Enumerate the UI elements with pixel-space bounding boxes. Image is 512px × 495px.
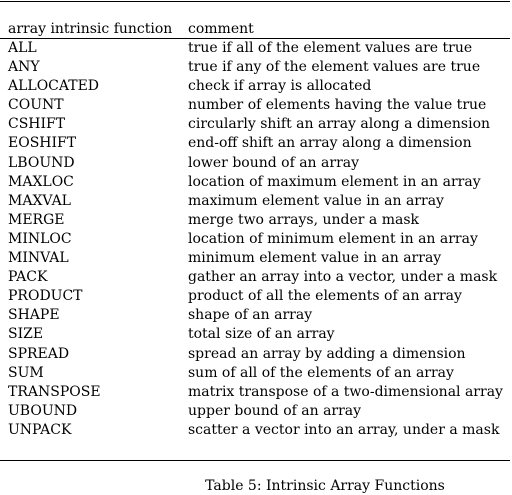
function-name: TRANSPOSE	[8, 383, 101, 400]
function-name: SHAPE	[8, 307, 60, 324]
function-comment: sum of all of the elements of an array	[188, 364, 454, 381]
function-name: ALLOCATED	[8, 78, 100, 95]
table-top-rule	[0, 1, 510, 2]
function-name: PRODUCT	[8, 288, 83, 305]
function-comment: number of elements having the value true	[188, 97, 487, 114]
function-name: MERGE	[8, 211, 65, 228]
function-comment: minimum element value in an array	[188, 250, 442, 267]
header-comment: comment	[188, 21, 254, 37]
function-comment: check if array is allocated	[188, 78, 372, 95]
table-caption: Table 5: Intrinsic Array Functions	[205, 478, 445, 494]
function-name: MINLOC	[8, 230, 72, 247]
table-header-rule	[0, 38, 510, 39]
table-row	[8, 230, 508, 249]
function-name: UBOUND	[8, 402, 78, 419]
table-row	[8, 421, 508, 440]
function-name: PACK	[8, 269, 48, 286]
table-row	[8, 192, 508, 211]
table-row	[8, 364, 508, 383]
function-name: CSHIFT	[8, 116, 66, 133]
table-row	[8, 211, 508, 230]
function-comment: location of minimum element in an array	[188, 230, 478, 247]
function-comment: matrix transpose of a two-dimensional array	[188, 383, 503, 400]
function-name: EOSHIFT	[8, 135, 77, 152]
function-comment: maximum element value in an array	[188, 192, 444, 209]
table-row	[8, 306, 508, 325]
table-row	[8, 115, 508, 134]
function-comment: upper bound of an array	[188, 402, 362, 419]
table-row	[8, 268, 508, 287]
table-row	[8, 402, 508, 421]
function-name: SUM	[8, 364, 44, 381]
table-bottom-rule	[0, 460, 510, 461]
function-comment: gather an array into a vector, under a mask	[188, 269, 498, 286]
function-name: COUNT	[8, 97, 64, 114]
table-row	[8, 154, 508, 173]
table-row	[8, 383, 508, 402]
function-name: SPREAD	[8, 345, 70, 362]
function-name: MINVAL	[8, 250, 69, 267]
table-row	[8, 96, 508, 115]
table-row	[8, 39, 508, 58]
table-header-row	[8, 20, 508, 38]
table-row	[8, 58, 508, 77]
function-comment: scatter a vector into an array, under a mask	[188, 421, 500, 438]
function-comment: merge two arrays, under a mask	[188, 211, 420, 228]
function-comment: shape of an array	[188, 307, 313, 324]
table-row	[8, 345, 508, 364]
function-comment: location of maximum element in an array	[188, 173, 481, 190]
table-row	[8, 173, 508, 192]
table-row	[8, 325, 508, 344]
function-name: UNPACK	[8, 421, 72, 438]
function-comment: circularly shift an array along a dimension	[188, 116, 491, 133]
function-comment: true if any of the element values are true	[188, 59, 481, 76]
table-row	[8, 287, 508, 306]
function-name: LBOUND	[8, 154, 75, 171]
function-comment: spread an array by adding a dimension	[188, 345, 466, 362]
function-name: MAXVAL	[8, 192, 71, 209]
function-comment: end-off shift an array along a dimension	[188, 135, 472, 152]
table-body	[8, 39, 508, 440]
function-name: ALL	[8, 40, 37, 56]
table-row	[8, 134, 508, 153]
table-row	[8, 77, 508, 96]
function-name: MAXLOC	[8, 173, 74, 190]
function-comment: total size of an array	[188, 326, 335, 343]
header-function: array intrinsic function	[8, 21, 173, 37]
function-name: ANY	[8, 59, 40, 76]
function-comment: product of all the elements of an array	[188, 288, 462, 305]
function-comment: lower bound of an array	[188, 154, 360, 171]
table-row	[8, 249, 508, 268]
function-name: SIZE	[8, 326, 44, 343]
function-comment: true if all of the element values are true	[188, 40, 473, 56]
